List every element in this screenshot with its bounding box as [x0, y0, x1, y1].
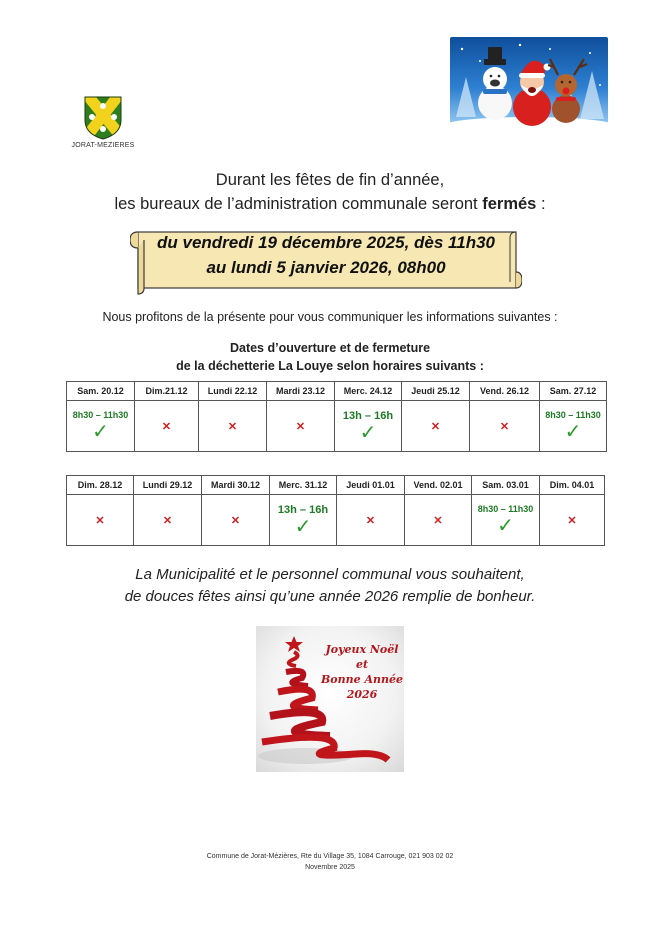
closed-day-cell [134, 495, 202, 546]
day-header: Merc. 24.12 [335, 382, 402, 401]
cross-icon: ✕ [567, 515, 577, 527]
table-row [67, 495, 605, 546]
closed-day-cell [199, 401, 267, 452]
cross-icon: ✕ [230, 515, 241, 527]
greeting-line-1: Joyeux Noël [325, 643, 399, 656]
intro-line-1: Durant les fêtes de fin d’année, [215, 171, 445, 189]
schedule-table-week-1 [66, 381, 607, 452]
opening-hours: 13h – 16h [277, 503, 329, 516]
info-text: Nous profitons de la présente pour vous communiquer les informations suivantes : [102, 310, 558, 324]
open-day-cell [270, 495, 337, 546]
cross-icon: ✕ [95, 515, 105, 527]
jorat-mezieres-crest-logo [84, 96, 122, 140]
cross-icon: ✕ [295, 421, 306, 433]
christmas-characters-image [450, 37, 608, 129]
checkmark-icon: ✓ [359, 421, 377, 444]
intro-line-2-bold: fermés [482, 195, 537, 213]
checkmark-icon: ✓ [294, 515, 312, 538]
cross-icon: ✕ [162, 515, 173, 527]
closure-line-2: au lundi 5 janvier 2026, 08h00 [206, 258, 446, 277]
cross-icon: ✕ [499, 421, 510, 433]
day-header: Dim.21.12 [135, 382, 199, 401]
day-header: Mardi 23.12 [267, 382, 335, 401]
closed-day-cell [402, 401, 470, 452]
day-header: Jeudi 25.12 [402, 382, 470, 401]
intro-line-2-prefix: les bureaux de l’administration communale seront [114, 195, 483, 213]
day-header: Merc. 31.12 [270, 476, 337, 495]
open-day-cell [335, 401, 402, 452]
open-day-cell [472, 495, 540, 546]
checkmark-icon: ✓ [92, 421, 109, 443]
checkmark-icon: ✓ [564, 421, 582, 443]
opening-hours: 8h30 – 11h30 [72, 410, 129, 420]
christmas-characters-illustration [450, 37, 608, 129]
greeting-line-3: Bonne Année [321, 673, 403, 686]
open-day-cell [67, 401, 135, 452]
cross-icon: ✕ [227, 421, 238, 433]
closing-line-2: de douces fêtes ainsi qu’une année 2026 remplie de bonheur. [124, 588, 536, 605]
closing-line-1: La Municipalité et le personnel communal vous souhaitent, [135, 566, 525, 583]
checkmark-icon: ✓ [497, 515, 514, 537]
closure-dates [150, 230, 502, 280]
closed-day-cell [202, 495, 270, 546]
day-header: Dim. 28.12 [67, 476, 134, 495]
intro-line-2-suffix: : [536, 195, 546, 213]
closed-day-cell [337, 495, 405, 546]
intro-line-2 [30, 192, 630, 216]
closed-day-cell [470, 401, 540, 452]
dechetterie-title [60, 339, 600, 375]
day-header: Lundi 29.12 [134, 476, 202, 495]
day-header: Dim. 04.01 [540, 476, 605, 495]
cross-icon: ✕ [365, 515, 376, 527]
dechetterie-title-line-1: Dates d’ouverture et de fermeture [229, 341, 431, 355]
schedule-table-week-2 [66, 475, 605, 546]
greeting-line-2: et [355, 658, 369, 671]
day-header: Sam. 20.12 [67, 382, 135, 401]
greeting-text [320, 642, 404, 702]
table-header-row [67, 476, 605, 495]
table-header-row [67, 382, 607, 401]
table-row [67, 401, 607, 452]
greeting-line-4: 2026 [346, 688, 378, 701]
cross-icon: ✕ [433, 515, 443, 527]
closed-day-cell [135, 401, 199, 452]
closed-day-cell [267, 401, 335, 452]
closed-day-cell [405, 495, 472, 546]
day-header: Sam. 27.12 [540, 382, 607, 401]
day-header: Mardi 30.12 [202, 476, 270, 495]
dechetterie-title-line-2: de la déchetterie La Louye selon horaires suivants : [176, 359, 484, 373]
cross-icon: ✕ [430, 421, 441, 433]
day-header: Jeudi 01.01 [337, 476, 405, 495]
closure-line-1: du vendredi 19 décembre 2025, dès 11h30 [157, 233, 495, 252]
intro-text [30, 168, 630, 216]
christmas-tree-card-image [256, 626, 404, 772]
day-header: Vend. 26.12 [470, 382, 540, 401]
closing-wishes [40, 564, 620, 608]
cross-icon: ✕ [161, 421, 172, 433]
footer [60, 851, 600, 873]
opening-hours: 8h30 – 11h30 [545, 410, 601, 420]
open-day-cell [540, 401, 607, 452]
closed-day-cell [67, 495, 134, 546]
day-header: Vend. 02.01 [405, 476, 472, 495]
opening-hours: 8h30 – 11h30 [477, 504, 534, 514]
logo-label: JORAT-MEZIERES [71, 142, 135, 149]
footer-date: Novembre 2025 [305, 864, 355, 871]
day-header: Lundi 22.12 [199, 382, 267, 401]
opening-hours: 13h – 16h [342, 409, 394, 422]
day-header: Sam. 03.01 [472, 476, 540, 495]
closed-day-cell [540, 495, 605, 546]
footer-address: Commune de Jorat-Mézières, Rte du Village 35, 1084 Carrouge, 021 903 02 02 [206, 853, 454, 860]
